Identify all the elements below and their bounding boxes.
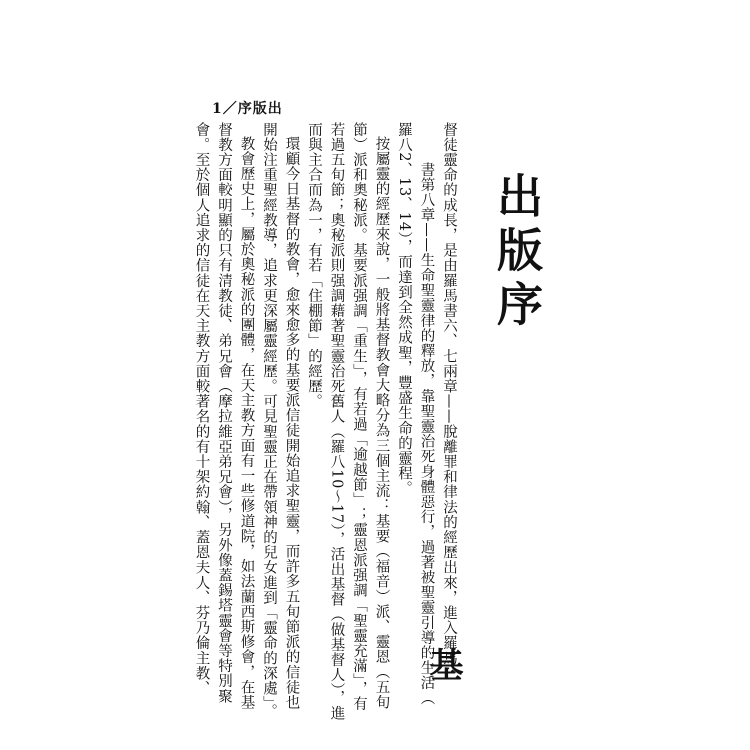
text-column: 開始注重聖經教導，追求更深屬靈經歷。可見聖靈正在帶領神的兒女進到「靈命的深處」。 <box>261 122 277 719</box>
text-column: 會。至於個人追求的信徒在天主教方面較著名的有十架約翰、蓋恩夫人、芬乃倫主教、 <box>193 122 210 696</box>
text-column: 督徒靈命的成長，是由羅馬書六、七兩章——脫離罪和律法的經歷出來，進入羅馬 <box>441 122 457 666</box>
text-column: 而與主合而為一，有若「住棚節」的經歷。 <box>306 122 322 409</box>
text-column: 羅八2、13、14），而達到全然成聖，豐盛生命的靈程。 <box>396 122 412 497</box>
text-column: 督教方面較明顯的只有清教徒、弟兄會（摩拉維亞弟兄會），另外像蓋錫塔靈會等特別聚 <box>216 122 232 704</box>
running-header: 1／序版出 <box>212 101 283 117</box>
page-title: 出版序 <box>490 172 544 334</box>
body-text <box>193 122 463 721</box>
text-column: 書第八章——生命聖靈律的釋放，靠聖靈治死身體惡行，過著被聖靈引導的生活（ <box>418 162 435 706</box>
drop-cap: 基 <box>423 646 463 682</box>
text-column: 環顧今日基督的教會，愈來愈多的基要派信徒開始追求聖靈，而許多五旬節派的信徒也 <box>283 136 300 710</box>
text-column: 節）派和奧秘派。基要派强調「重生」，有若過「逾越節」；靈恩派强調「聖靈充滿」，有 <box>351 122 367 712</box>
text-column: 教會歷史上，屬於奧秘派的團體，在天主教方面有一些修道院，如法蘭西斯修會，在基 <box>238 136 255 710</box>
text-column: 若過五旬節；奧秘派則强調藉著聖靈治死舊人（羅八10～17），活出基督（做基督人），進 <box>328 122 345 721</box>
text-column: 按屬靈的經歷來說，一般將基督教會大略分為三個主流：基要（福音）派、靈恩（五旬 <box>373 136 390 710</box>
